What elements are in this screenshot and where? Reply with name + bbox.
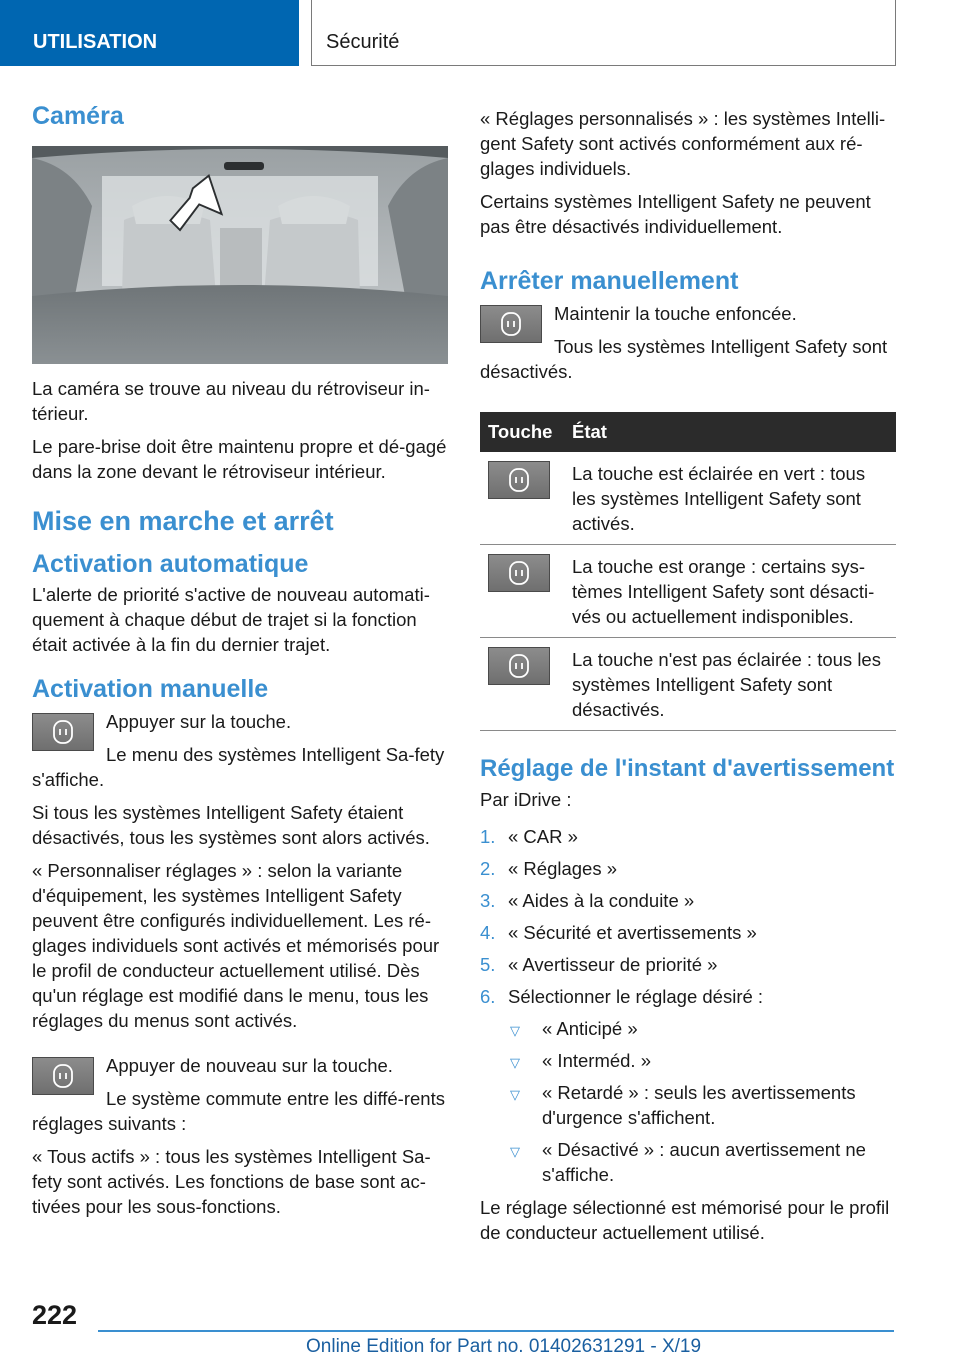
personal-paragraph-2: Certains systèmes Intelligent Safety ne peuvent pas être désactivés individuellement. [480, 191, 871, 237]
auto-activation-heading: Activation automatique [32, 550, 309, 578]
list-item [480, 824, 896, 849]
step-text: « Sécurité et avertissements » [508, 922, 757, 943]
step-text: « Avertisseur de priorité » [508, 954, 718, 975]
triangle-bullet-icon: ▽ [510, 1144, 520, 1159]
intelligent-safety-button-icon [32, 713, 94, 751]
option-text: « Anticipé » [542, 1018, 638, 1039]
intelligent-safety-button-icon [488, 647, 550, 685]
personal-paragraph-1: « Réglages personnalisés » : les systèmes Intelli-gent Safety sont activés conformément aux ré-glages individuels. [480, 108, 886, 179]
triangle-bullet-icon: ▽ [510, 1055, 520, 1070]
manual-paragraph-7: « Tous actifs » : tous les systèmes Intelligent Sa-fety sont activés. Les fonctions de base sont ac-tivées pour les sous-fonctions. [32, 1146, 431, 1217]
footer-divider [98, 1330, 894, 1332]
state-cell: La touche est orange : certains sys-tèmes Intelligent Safety sont désacti-vés ou actuellement indisponibles. [564, 545, 896, 638]
page-footer [0, 1300, 960, 1362]
table-row [480, 638, 896, 731]
onoff-heading: Mise en marche et arrêt [32, 506, 334, 536]
idrive-steps-list [480, 824, 896, 1187]
right-column [480, 106, 896, 1253]
camera-location-photo [32, 146, 448, 364]
key-cell [480, 452, 564, 545]
key-cell [480, 638, 564, 731]
list-item [508, 1016, 896, 1041]
section-tab: UTILISATION [0, 0, 299, 66]
list-item [508, 1137, 896, 1187]
manual-paragraph-5: Appuyer de nouveau sur la touche. [106, 1055, 393, 1076]
manual-paragraph-3: Si tous les systèmes Intelligent Safety étaient désactivés, tous les systèmes sont alors activés. [32, 802, 430, 848]
key-cell [480, 545, 564, 638]
list-item [508, 1048, 896, 1073]
list-item [480, 920, 896, 945]
option-text: « Interméd. » [542, 1050, 652, 1071]
list-item [480, 984, 896, 1187]
manual-paragraph-2: Le menu des systèmes Intelligent Sa-fety s'affiche. [32, 744, 445, 790]
page-number: 222 [32, 1300, 78, 1330]
intelligent-safety-button-icon [488, 554, 550, 592]
stop-paragraph-2: Tous les systèmes Intelligent Safety sont désactivés. [480, 336, 888, 382]
auto-activation-paragraph: L'alerte de priorité s'active de nouveau automati-quement à chaque début de trajet si la fonction était activée à la fin du dernier trajet. [32, 584, 430, 655]
step-number: 2. [480, 858, 496, 879]
list-item [480, 888, 896, 913]
page-header [0, 0, 960, 66]
table-row [480, 545, 896, 638]
state-cell: La touche n'est pas éclairée : tous les systèmes Intelligent Safety sont désactivés. [564, 638, 896, 731]
press-again-key-row [32, 1053, 448, 1144]
manual-paragraph-4: « Personnaliser réglages » : selon la variante d'équipement, les systèmes Intelligent Safety peuvent être configurés individuellement. Les ré-glages individuels sont activés et mémorisés pour le profil de conducteur actuellement utilisé. Dès qu'un réglage est modifié dans le menu, tous les réglages du menus sont activés. [32, 860, 440, 1031]
triangle-bullet-icon: ▽ [510, 1023, 520, 1038]
manual-paragraph-1: Appuyer sur la touche. [106, 711, 292, 732]
left-column [32, 100, 448, 1227]
press-key-row [32, 709, 448, 800]
stop-paragraph-1: Maintenir la touche enfoncée. [554, 303, 797, 324]
state-cell: La touche est éclairée en vert : tous les systèmes Intelligent Safety sont activés. [564, 452, 896, 545]
option-sublist [508, 1016, 896, 1187]
warning-intro: Par iDrive : [480, 789, 572, 810]
option-text: « Retardé » : seuls les avertissements d'urgence s'affichent. [542, 1082, 856, 1128]
triangle-bullet-icon: ▽ [510, 1087, 520, 1102]
option-text: « Désactivé » : aucun avertissement ne s'affiche. [542, 1139, 866, 1185]
list-item [480, 952, 896, 977]
edition-note: Online Edition for Part no. 01402631291 - X/19 [306, 1336, 702, 1357]
table-header-row [480, 412, 896, 452]
step-text: « Aides à la conduite » [508, 890, 695, 911]
topic-tab: Sécurité [311, 0, 896, 66]
step-number: 5. [480, 954, 496, 975]
step-number: 3. [480, 890, 496, 911]
intelligent-safety-button-icon [480, 305, 542, 343]
step-number: 1. [480, 826, 496, 847]
camera-paragraph-1: La caméra se trouve au niveau du rétroviseur in-térieur. [32, 378, 430, 424]
step-number: 6. [480, 986, 496, 1007]
list-item [480, 856, 896, 881]
manual-paragraph-6: Le système commute entre les diffé-rents réglages suivants : [32, 1088, 445, 1134]
intelligent-safety-button-icon [488, 461, 550, 499]
key-state-table [480, 412, 896, 731]
camera-paragraph-2: Le pare-brise doit être maintenu propre et dé-gagé dans la zone devant le rétroviseur intérieur. [32, 436, 447, 482]
column-header-state: État [564, 412, 896, 452]
step-number: 4. [480, 922, 496, 943]
step-text: « Réglages » [508, 858, 618, 879]
warning-timing-heading: Réglage de l'instant d'avertissement [480, 755, 895, 782]
list-item [508, 1080, 896, 1130]
intelligent-safety-button-icon [32, 1057, 94, 1095]
closing-paragraph: Le réglage sélectionné est mémorisé pour le profil de conducteur actuellement utilisé. [480, 1197, 890, 1243]
column-header-key: Touche [480, 412, 564, 452]
step-text: « CAR » [508, 826, 578, 847]
table-row [480, 452, 896, 545]
camera-heading: Caméra [32, 102, 124, 130]
manual-stop-heading: Arrêter manuellement [480, 267, 739, 295]
step-text: Sélectionner le réglage désiré : [508, 986, 764, 1007]
manual-activation-heading: Activation manuelle [32, 675, 269, 703]
hold-key-row [480, 301, 896, 392]
